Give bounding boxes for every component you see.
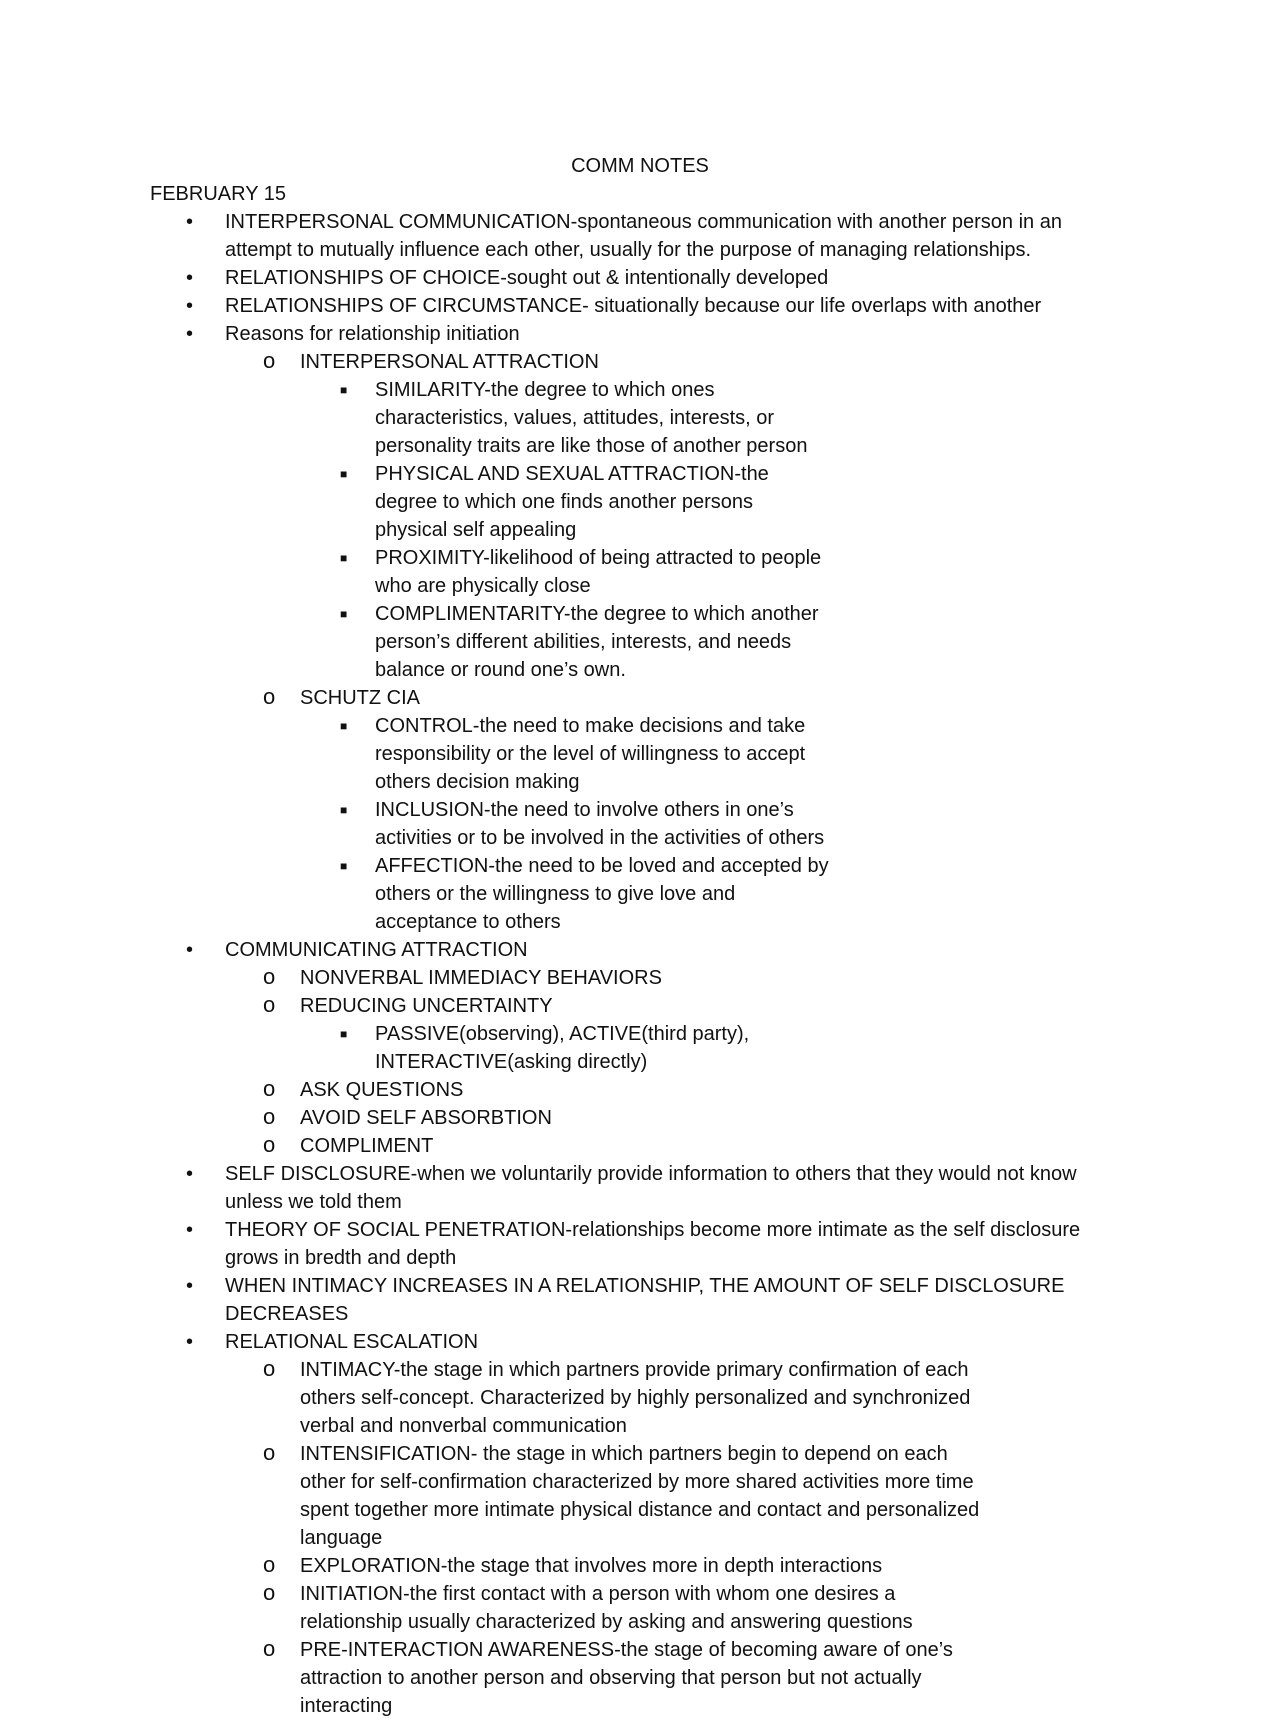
list-item-text: SELF DISCLOSURE-when we voluntarily provide information to others that they would not know unless we told them xyxy=(225,1163,1077,1213)
list-item-text: AFFECTION-the need to be loved and accepted by others or the willingness to give love and acceptance to others xyxy=(375,855,829,933)
circle-bullet-icon: o xyxy=(263,1076,276,1101)
list-item xyxy=(0,348,1130,684)
list-item-text: PROXIMITY-likelihood of being attracted to people who are physically close xyxy=(375,547,822,597)
bullet-icon: • xyxy=(186,211,194,233)
list-item xyxy=(0,936,1280,1160)
list-item-text: REDUCING UNCERTAINTY xyxy=(300,995,553,1017)
list-item xyxy=(0,1356,1130,1440)
list-item xyxy=(0,1020,980,1076)
level2-list xyxy=(0,964,1130,1160)
circle-bullet-icon: o xyxy=(263,1552,276,1577)
list-item-text: INTIMACY-the stage in which partners provide primary confirmation of each others self-concept. Characterized by highly personalized and synchronized verbal and nonverbal communication xyxy=(300,1359,971,1437)
level2-list xyxy=(0,348,1130,936)
list-item xyxy=(0,796,980,852)
list-item-text: AVOID SELF ABSORBTION xyxy=(300,1107,552,1129)
list-item xyxy=(0,852,980,936)
list-item xyxy=(0,376,980,460)
list-item xyxy=(0,1216,1280,1272)
list-item xyxy=(0,320,1280,936)
list-item-text: RELATIONSHIPS OF CIRCUMSTANCE- situationally because our life overlaps with another xyxy=(225,295,1042,317)
list-item xyxy=(0,1160,1280,1216)
circle-bullet-icon: o xyxy=(263,348,276,373)
list-item-text: THEORY OF SOCIAL PENETRATION-relationships become more intimate as the self disclosure grows in bredth and depth xyxy=(225,1219,1081,1269)
list-item-text: SIMILARITY-the degree to which ones characteristics, values, attitudes, interests, or personality traits are like those of another person xyxy=(375,379,808,457)
document-title: COMM NOTES xyxy=(571,155,709,177)
list-item-text: CONTROL-the need to make decisions and take responsibility or the level of willingness to accept others decision making xyxy=(375,715,806,793)
list-item-text: COMMUNICATING ATTRACTION xyxy=(225,939,528,961)
list-item-text: INITIATION-the first contact with a person with whom one desires a relationship usually characterized by asking and answering questions xyxy=(300,1583,913,1633)
list-item xyxy=(0,1104,1130,1132)
square-bullet-icon: ■ xyxy=(340,551,348,565)
circle-bullet-icon: o xyxy=(263,964,276,989)
list-item xyxy=(0,1580,1130,1636)
list-item-text: NONVERBAL IMMEDIACY BEHAVIORS xyxy=(300,967,662,989)
square-bullet-icon: ■ xyxy=(340,467,348,481)
bullet-icon: • xyxy=(186,267,194,289)
list-item-text: ASK QUESTIONS xyxy=(300,1079,464,1101)
circle-bullet-icon: o xyxy=(263,1104,276,1129)
level3-list xyxy=(0,376,980,684)
list-item-text: PASSIVE(observing), ACTIVE(third party), INTERACTIVE(asking directly) xyxy=(375,1023,750,1073)
level2-list xyxy=(0,1356,1130,1720)
bullet-icon: • xyxy=(186,295,194,317)
square-bullet-icon: ■ xyxy=(340,803,348,817)
list-item-text: INTERPERSONAL COMMUNICATION-spontaneous communication with another person in an attempt to mutually influence each other, usually for the purpose of managing relationships. xyxy=(225,211,1062,261)
bullet-icon: • xyxy=(186,1275,194,1297)
list-item-text: WHEN INTIMACY INCREASES IN A RELATIONSHIP, THE AMOUNT OF SELF DISCLOSURE DECREASES xyxy=(225,1275,1065,1325)
list-item xyxy=(0,1076,1130,1104)
bullet-icon: • xyxy=(186,939,194,961)
notes-outline xyxy=(0,208,1280,1720)
square-bullet-icon: ■ xyxy=(340,719,348,733)
list-item-text: PHYSICAL AND SEXUAL ATTRACTION-the degree to which one finds another persons physical self appealing xyxy=(375,463,769,541)
list-item xyxy=(0,544,980,600)
list-item-text: EXPLORATION-the stage that involves more in depth interactions xyxy=(300,1555,883,1577)
list-item xyxy=(0,208,1280,264)
list-item xyxy=(0,964,1130,992)
square-bullet-icon: ■ xyxy=(340,1027,348,1041)
list-item-text: INTERPERSONAL ATTRACTION xyxy=(300,351,599,373)
document-date: FEBRUARY 15 xyxy=(150,183,286,205)
bullet-icon: • xyxy=(186,1163,194,1185)
list-item-text: COMPLIMENT xyxy=(300,1135,434,1157)
level1-list xyxy=(0,208,1280,1720)
circle-bullet-icon: o xyxy=(263,1356,276,1381)
level3-list xyxy=(0,712,980,936)
list-item xyxy=(0,1272,1280,1328)
circle-bullet-icon: o xyxy=(263,684,276,709)
circle-bullet-icon: o xyxy=(263,992,276,1017)
level3-list xyxy=(0,1020,980,1076)
square-bullet-icon: ■ xyxy=(340,383,348,397)
list-item-text: Reasons for relationship initiation xyxy=(225,323,520,345)
list-item-text: INCLUSION-the need to involve others in one’s activities or to be involved in the activities of others xyxy=(375,799,825,849)
list-item-text: RELATIONSHIPS OF CHOICE-sought out & intentionally developed xyxy=(225,267,829,289)
square-bullet-icon: ■ xyxy=(340,859,348,873)
list-item-text: COMPLIMENTARITY-the degree to which another person’s different abilities, interests, and needs balance or round one’s own. xyxy=(375,603,819,681)
circle-bullet-icon: o xyxy=(263,1440,276,1465)
list-item xyxy=(0,1636,1130,1720)
list-item xyxy=(0,712,980,796)
list-item-text: PRE-INTERACTION AWARENESS-the stage of becoming aware of one’s attraction to another person and observing that person but not actually interacting xyxy=(300,1639,953,1717)
list-item xyxy=(0,292,1280,320)
list-item-text: INTENSIFICATION- the stage in which partners begin to depend on each other for self-confirmation characterized by more shared activities more time spent together more intimate physical distance and contact and personalized language xyxy=(300,1443,980,1549)
bullet-icon: • xyxy=(186,323,194,345)
square-bullet-icon: ■ xyxy=(340,607,348,621)
list-item xyxy=(0,1552,1130,1580)
list-item xyxy=(0,1440,1130,1552)
list-item xyxy=(0,1132,1130,1160)
list-item xyxy=(0,992,1130,1076)
bullet-icon: • xyxy=(186,1331,194,1353)
list-item xyxy=(0,460,980,544)
circle-bullet-icon: o xyxy=(263,1132,276,1157)
circle-bullet-icon: o xyxy=(263,1636,276,1661)
list-item xyxy=(0,1328,1280,1720)
circle-bullet-icon: o xyxy=(263,1580,276,1605)
list-item xyxy=(0,600,980,684)
list-item-text: RELATIONAL ESCALATION xyxy=(225,1331,479,1353)
list-item-text: SCHUTZ CIA xyxy=(300,687,420,709)
list-item xyxy=(0,684,1130,936)
list-item xyxy=(0,264,1280,292)
bullet-icon: • xyxy=(186,1219,194,1241)
